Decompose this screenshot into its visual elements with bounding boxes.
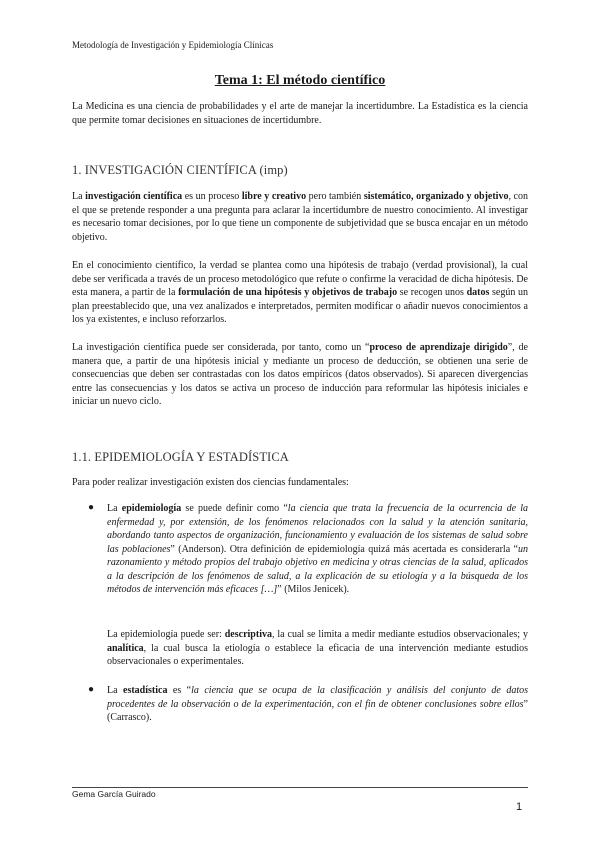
bullet-icon: ● <box>88 684 95 695</box>
list-item-epidemiologia-tipos: La epidemiología puede ser: descriptiva, la cual se limita a medir mediante estudios observacionales; y analítica, la cual busca la etiología o establece la eficacia de una intervención mediante estudios observacionales o experimentales. <box>107 629 528 667</box>
footer-divider <box>72 787 528 788</box>
bullet-icon: ● <box>88 502 95 513</box>
list-item-estadistica: La estadística es “la ciencia que se ocupa de la clasificación y análisis del conjunto de datos procedentes de la observación o de la experimentación, con el fin de obtener conclusiones sobre ellos” (Carrasco). <box>107 685 528 723</box>
running-header: Metodología de Investigación y Epidemiología Clínicas <box>72 40 274 50</box>
page-title: Tema 1: El método científico <box>214 73 386 88</box>
section-heading-epidemiologia-estadistica: 1.1. EPIDEMIOLOGÍA Y ESTADÍSTICA <box>72 450 289 464</box>
paragraph-conocimiento-cientifico: En el conocimiento científico, la verdad se plantea como una hipótesis de trabajo (verdad provisional), la cual debe ser verificada a través de un proceso metodológico que refute o confirme la veracidad de dicha hipótesis. De esta manera, a partir de la formulación de una hipótesis y objetivos de trabajo se recogen unos datos según un plan preestablecido que, una vez analizados e interpretados, permiten modificar o añadir nuevos conocimientos a los ya existentes, e incluso reforzarlos. <box>72 260 528 325</box>
section-heading-investigacion: 1. INVESTIGACIÓN CIENTÍFICA (imp) <box>72 163 288 177</box>
paragraph-investigacion-definition: La investigación científica es un proceso libre y creativo pero también sistemático, organizado y objetivo, con el que se pretende responder a una pregunta para aclarar la incertidumbre de nuestro conocimiento. Al investigar es necesario tomar decisiones, por lo que tiene un componente de subjetividad que se busca encajar en un método objetivo. <box>72 191 528 243</box>
page-number: 1 <box>516 801 523 813</box>
paragraph-proceso-aprendizaje: La investigación científica puede ser considerada, por tanto, como un “proceso de aprendizaje dirigido”, de manera que, a partir de una hipótesis inicial y mediante un proceso de deducción, se obtienen una serie de consecuencias que deben ser contrastadas con los datos empíricos (datos observados). Si aparecen divergencias entre las consecuencias y los datos se activa un proceso de inducción para reformular las hipótesis iniciales e iniciar un nuevo ciclo. <box>72 342 528 407</box>
paragraph-lead: Para poder realizar investigación existen dos ciencias fundamentales: <box>72 477 349 488</box>
list-item-epidemiologia: La epidemiología se puede definir como “la ciencia que trata la frecuencia de la ocurrencia de la enfermedad y, por extensión, de los fenómenos relacionados con la salud y la atención sanitaria, abordando tanto aspectos de organización, funcionamiento y evaluación de los sistemas de salud sobre las poblaciones” (Anderson). Otra definición de epidemiología quizá más acertada es considerarla “un razonamiento y método propios del trabajo objetivo en medicina y otras ciencias de la salud, aplicados a la descripción de los fenómenos de salud, a la explicación de su etiología y a la búsqueda de los métodos de intervención más eficaces […]” (Milos Jenicek). <box>107 503 528 595</box>
intro-paragraph: La Medicina es una ciencia de probabilidades y el arte de manejar la incertidumbre. La Estadística es la ciencia que permite tomar decisiones en situaciones de incertidumbre. <box>72 101 528 126</box>
footer-author: Gema García Guirado <box>72 789 156 799</box>
